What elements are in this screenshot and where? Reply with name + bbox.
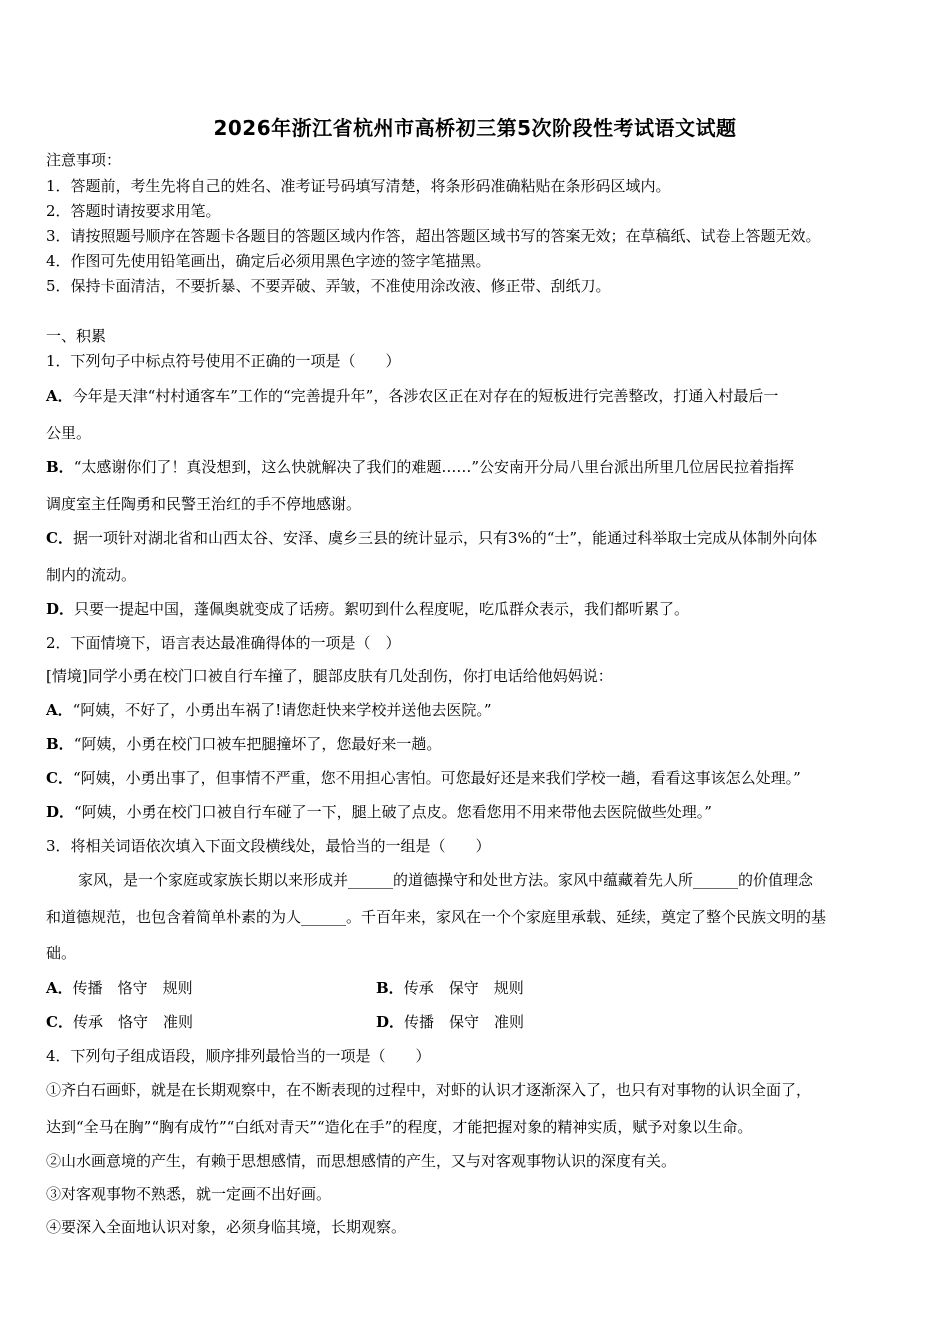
notice-item-4: 4．作图可先使用铅笔画出，确定后必须用黑色字迹的签字笔描黑。 bbox=[46, 252, 491, 270]
q3-b-text: 传承 保守 规则 bbox=[403, 979, 524, 997]
q1-option-a-cont: 公里。 bbox=[46, 424, 92, 442]
q3-d-label: D． bbox=[376, 1013, 405, 1031]
q1-option-d bbox=[46, 599, 689, 619]
q3-option-c bbox=[46, 1012, 193, 1032]
q3-c-label: C． bbox=[46, 1013, 73, 1031]
q1-d-label: D． bbox=[46, 600, 75, 618]
q2-a-label: A． bbox=[46, 701, 73, 719]
q2-d-text: “阿姨，小勇在校门口被自行车碰了一下，腿上破了点皮。您看您用不用来带他去医院做些处理。” bbox=[74, 803, 712, 821]
q1-option-b bbox=[46, 457, 794, 477]
q3-d-text: 传播 保守 准则 bbox=[404, 1013, 525, 1031]
q2-option-a bbox=[46, 700, 492, 720]
q2-c-label: C． bbox=[46, 769, 73, 787]
q3-passage-line-3: 础。 bbox=[46, 944, 77, 962]
q4-sentence-1: ①齐白石画虾，就是在长期观察中，在不断表现的过程中，对虾的认识才逐渐深入了，也只有对事物的认识全面了， bbox=[46, 1081, 812, 1099]
q2-option-c bbox=[46, 768, 801, 788]
q2-d-label: D． bbox=[46, 803, 75, 821]
q4-sentence-3: ③对客观事物不熟悉，就一定画不出好画。 bbox=[46, 1185, 332, 1203]
page-title: 2026年浙江省杭州市高桥初三第5次阶段性考试语文试题 bbox=[213, 116, 737, 140]
q1-b-label: B． bbox=[46, 458, 74, 476]
q4-sentence-2: ②山水画意境的产生，有赖于思想感情，而思想感情的产生，又与对客观事物认识的深度有关。 bbox=[46, 1152, 677, 1170]
notice-item-5: 5．保持卡面清洁，不要折暴、不要弄破、弄皱，不准使用涂改液、修正带、刮纸刀。 bbox=[46, 277, 611, 295]
q1-option-c bbox=[46, 528, 817, 548]
q2-b-label: B． bbox=[46, 735, 74, 753]
q4-sentence-4: ④要深入全面地认识对象，必须身临其境，长期观察。 bbox=[46, 1218, 407, 1236]
q3-passage-line-1: 家风，是一个家庭或家族长期以来形成并______的道德操守和处世方法。家风中蕴藏着先人所______的价值理念 bbox=[78, 871, 814, 889]
q2-a-text: “阿姨，不好了，小勇出车祸了!请您赶快来学校并送他去医院。” bbox=[72, 701, 492, 719]
notice-heading: 注意事项： bbox=[46, 151, 122, 169]
q3-passage-line-2: 和道德规范，也包含着简单朴素的为人______。千百年来，家风在一个个家庭里承载、延续，奠定了整个民族文明的基 bbox=[46, 908, 827, 926]
q2-option-b bbox=[46, 734, 441, 754]
q3-a-text: 传播 恪守 规则 bbox=[72, 979, 193, 997]
q2-option-d bbox=[46, 802, 712, 822]
q3-option-b bbox=[376, 978, 524, 998]
q3-option-d bbox=[376, 1012, 524, 1032]
q1-option-b-cont: 调度室主任陶勇和民警王治红的手不停地感谢。 bbox=[46, 495, 362, 513]
q2-stem: 2．下面情境下，语言表达最准确得体的一项是（ ） bbox=[46, 634, 401, 652]
notice-item-2: 2．答题时请按要求用笔。 bbox=[46, 202, 221, 220]
q1-option-c-cont: 制内的流动。 bbox=[46, 566, 137, 584]
q3-c-text: 传承 恪守 准则 bbox=[72, 1013, 193, 1031]
notice-item-3: 3．请按照题号顺序在答题卡各题目的答题区域内作答，超出答题区域书写的答案无效；在草稿纸、试卷上答题无效。 bbox=[46, 227, 821, 245]
q1-stem: 1．下列句子中标点符号使用不正确的一项是（ ） bbox=[46, 352, 401, 370]
q4-stem: 4．下列句子组成语段，顺序排列最恰当的一项是（ ） bbox=[46, 1047, 431, 1065]
q1-c-label: C． bbox=[46, 529, 73, 547]
q4-sentence-1-cont: 达到“全马在胸”“胸有成竹”“白纸对青天”“造化在手”的程度，才能把握对象的精神实质，赋予对象以生命。 bbox=[46, 1118, 753, 1136]
notice-item-1: 1．答题前，考生先将自己的姓名、准考证号码填写清楚，将条形码准确粘贴在条形码区域内。 bbox=[46, 177, 671, 195]
q1-a-text: 今年是天津“村村通客车”工作的“完善提升年”，各涉农区正在对存在的短板进行完善整改，打通入村最后一 bbox=[72, 387, 779, 405]
q1-b-text: “太感谢你们了！真没想到，这么快就解决了我们的难题……”公安南开分局八里台派出所里几位居民拉着指挥 bbox=[73, 458, 795, 476]
q3-stem: 3．将相关词语依次填入下面文段横线处，最恰当的一组是（ ） bbox=[46, 837, 491, 855]
q2-b-text: “阿姨，小勇在校门口被车把腿撞坏了，您最好来一趟。 bbox=[73, 735, 442, 753]
q3-a-label: A． bbox=[46, 979, 73, 997]
q1-d-text: 只要一提起中国，蓬佩奥就变成了话痨。絮叨到什么程度呢，吃瓜群众表示，我们都听累了。 bbox=[74, 600, 690, 618]
q1-c-text: 据一项针对湖北省和山西太谷、安泽、虞乡三县的统计显示，只有3%的“士”，能通过科举取士完成从体制外向体 bbox=[72, 529, 818, 547]
section-heading: 一、积累 bbox=[46, 327, 107, 345]
q2-context: [情境]同学小勇在校门口被自行车撞了，腿部皮肤有几处刮伤，你打电话给他妈妈说： bbox=[46, 667, 613, 685]
q1-a-label: A． bbox=[46, 387, 73, 405]
q3-b-label: B． bbox=[376, 979, 404, 997]
q3-option-a bbox=[46, 978, 193, 998]
q1-option-a bbox=[46, 386, 778, 406]
q2-c-text: “阿姨，小勇出事了，但事情不严重，您不用担心害怕。可您最好还是来我们学校一趟，看看这事该怎么处理。” bbox=[72, 769, 801, 787]
